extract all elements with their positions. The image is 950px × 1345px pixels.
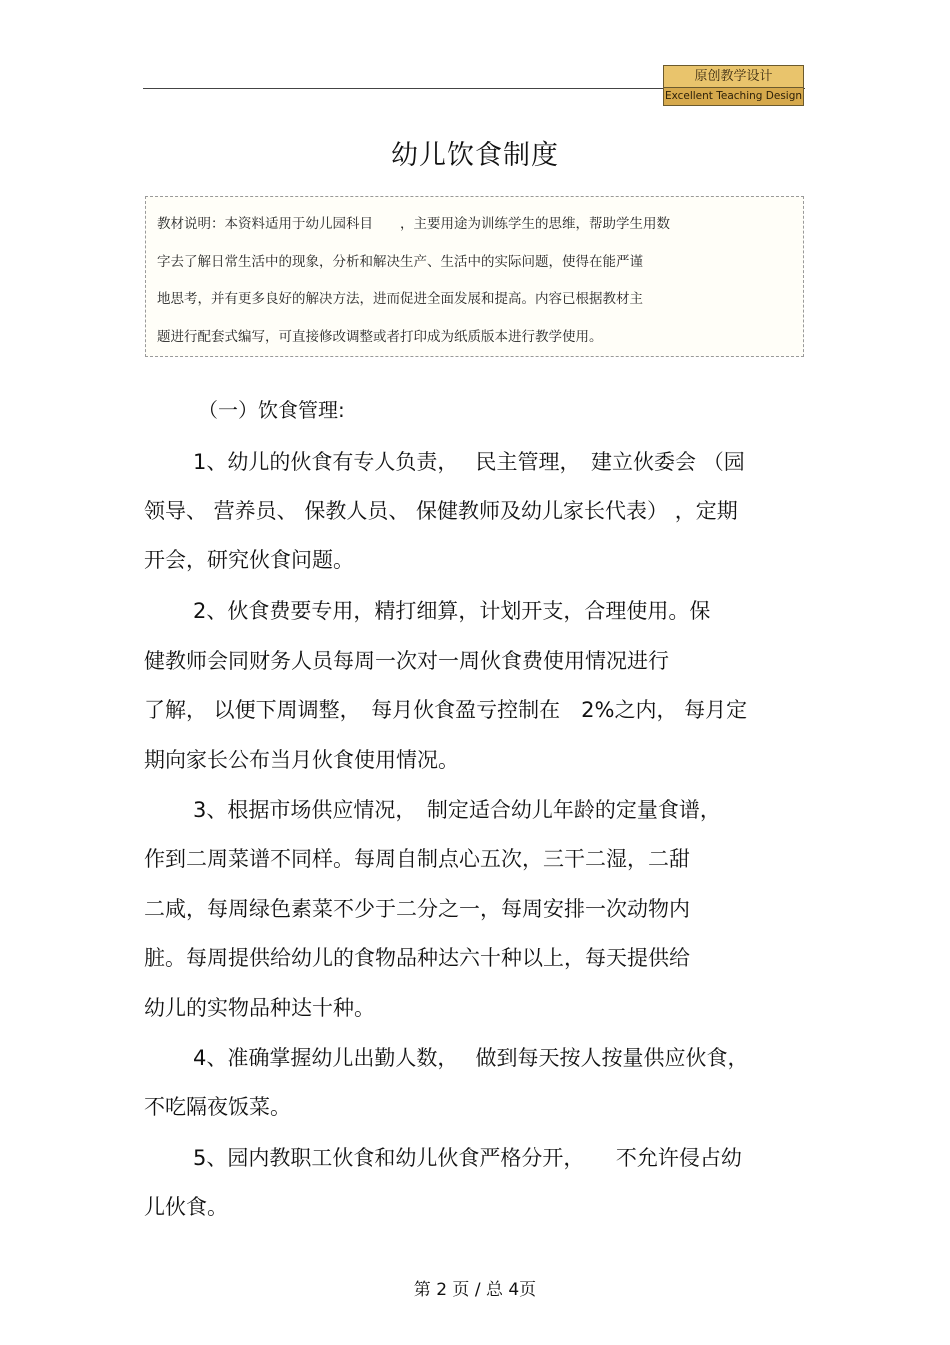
body-line-5: 健教师会同财务人员每周一次对一周伙食费使用情况进行 bbox=[144, 649, 669, 673]
body-line-8: 3、根据市场供应情况， 制定适合幼儿年龄的定量食谱， bbox=[193, 798, 721, 822]
section-heading: （一）饮食管理: bbox=[198, 398, 345, 422]
body-line-6: 了解， 以便下周调整， 每月伙食盈亏控制在 2%之内， 每月定 bbox=[144, 698, 748, 722]
body-line-10: 二咸，每周绿色素菜不少于二分之一，每周安排一次动物内 bbox=[144, 897, 690, 921]
note-line-1: 教材说明：本资料适用于幼儿园科目 ，主要用途为训练学生的思维，帮助学生用数 bbox=[157, 216, 670, 232]
brand-label-en: Excellent Teaching Design bbox=[663, 87, 804, 106]
brand-badge bbox=[663, 65, 804, 106]
body-line-4: 2、伙食费要专用，精打细算，计划开支，合理使用。保 bbox=[193, 599, 711, 623]
body-line-16: 儿伙食。 bbox=[144, 1195, 228, 1219]
document-title: 幼儿饮食制度 bbox=[391, 140, 559, 171]
note-line-4: 题进行配套式编写，可直接修改调整或者打印成为纸质版本进行教学使用。 bbox=[157, 328, 603, 345]
body-line-2: 领导、 营养员、 保教人员、 保健教师及幼儿家长代表） ，定期 bbox=[144, 499, 738, 523]
note-line-3: 地思考，并有更多良好的解决方法，进而促进全面发展和提高。内容已根据教材主 bbox=[157, 291, 643, 307]
page-number: 第 2 页 / 总 4页 bbox=[413, 1280, 537, 1300]
body-line-14: 不吃隔夜饭菜。 bbox=[144, 1095, 291, 1119]
brand-label-cn: 原创教学设计 bbox=[663, 65, 804, 87]
body-line-13: 4、准确掌握幼儿出勤人数， 做到每天按人按量供应伙食， bbox=[193, 1046, 749, 1070]
body-line-3: 开会，研究伙食问题。 bbox=[144, 548, 354, 572]
material-note-box bbox=[145, 196, 804, 357]
body-line-12: 幼儿的实物品种达十种。 bbox=[144, 996, 375, 1020]
body-line-9: 作到二周菜谱不同样。每周自制点心五次，三干二湿，二甜 bbox=[144, 847, 690, 871]
body-line-7: 期向家长公布当月伙食使用情况。 bbox=[144, 748, 459, 772]
body-line-1: 1、幼儿的伙食有专人负责， 民主管理， 建立伙委会 （园 bbox=[193, 450, 745, 474]
note-line-2: 字去了解日常生活中的现象，分析和解决生产、生活中的实际问题，使得在能严谨 bbox=[157, 253, 643, 270]
body-line-11: 脏。每周提供给幼儿的食物品种达六十种以上，每天提供给 bbox=[144, 946, 690, 970]
body-line-15: 5、园内教职工伙食和幼儿伙食严格分开， 不允许侵占幼 bbox=[193, 1146, 742, 1170]
